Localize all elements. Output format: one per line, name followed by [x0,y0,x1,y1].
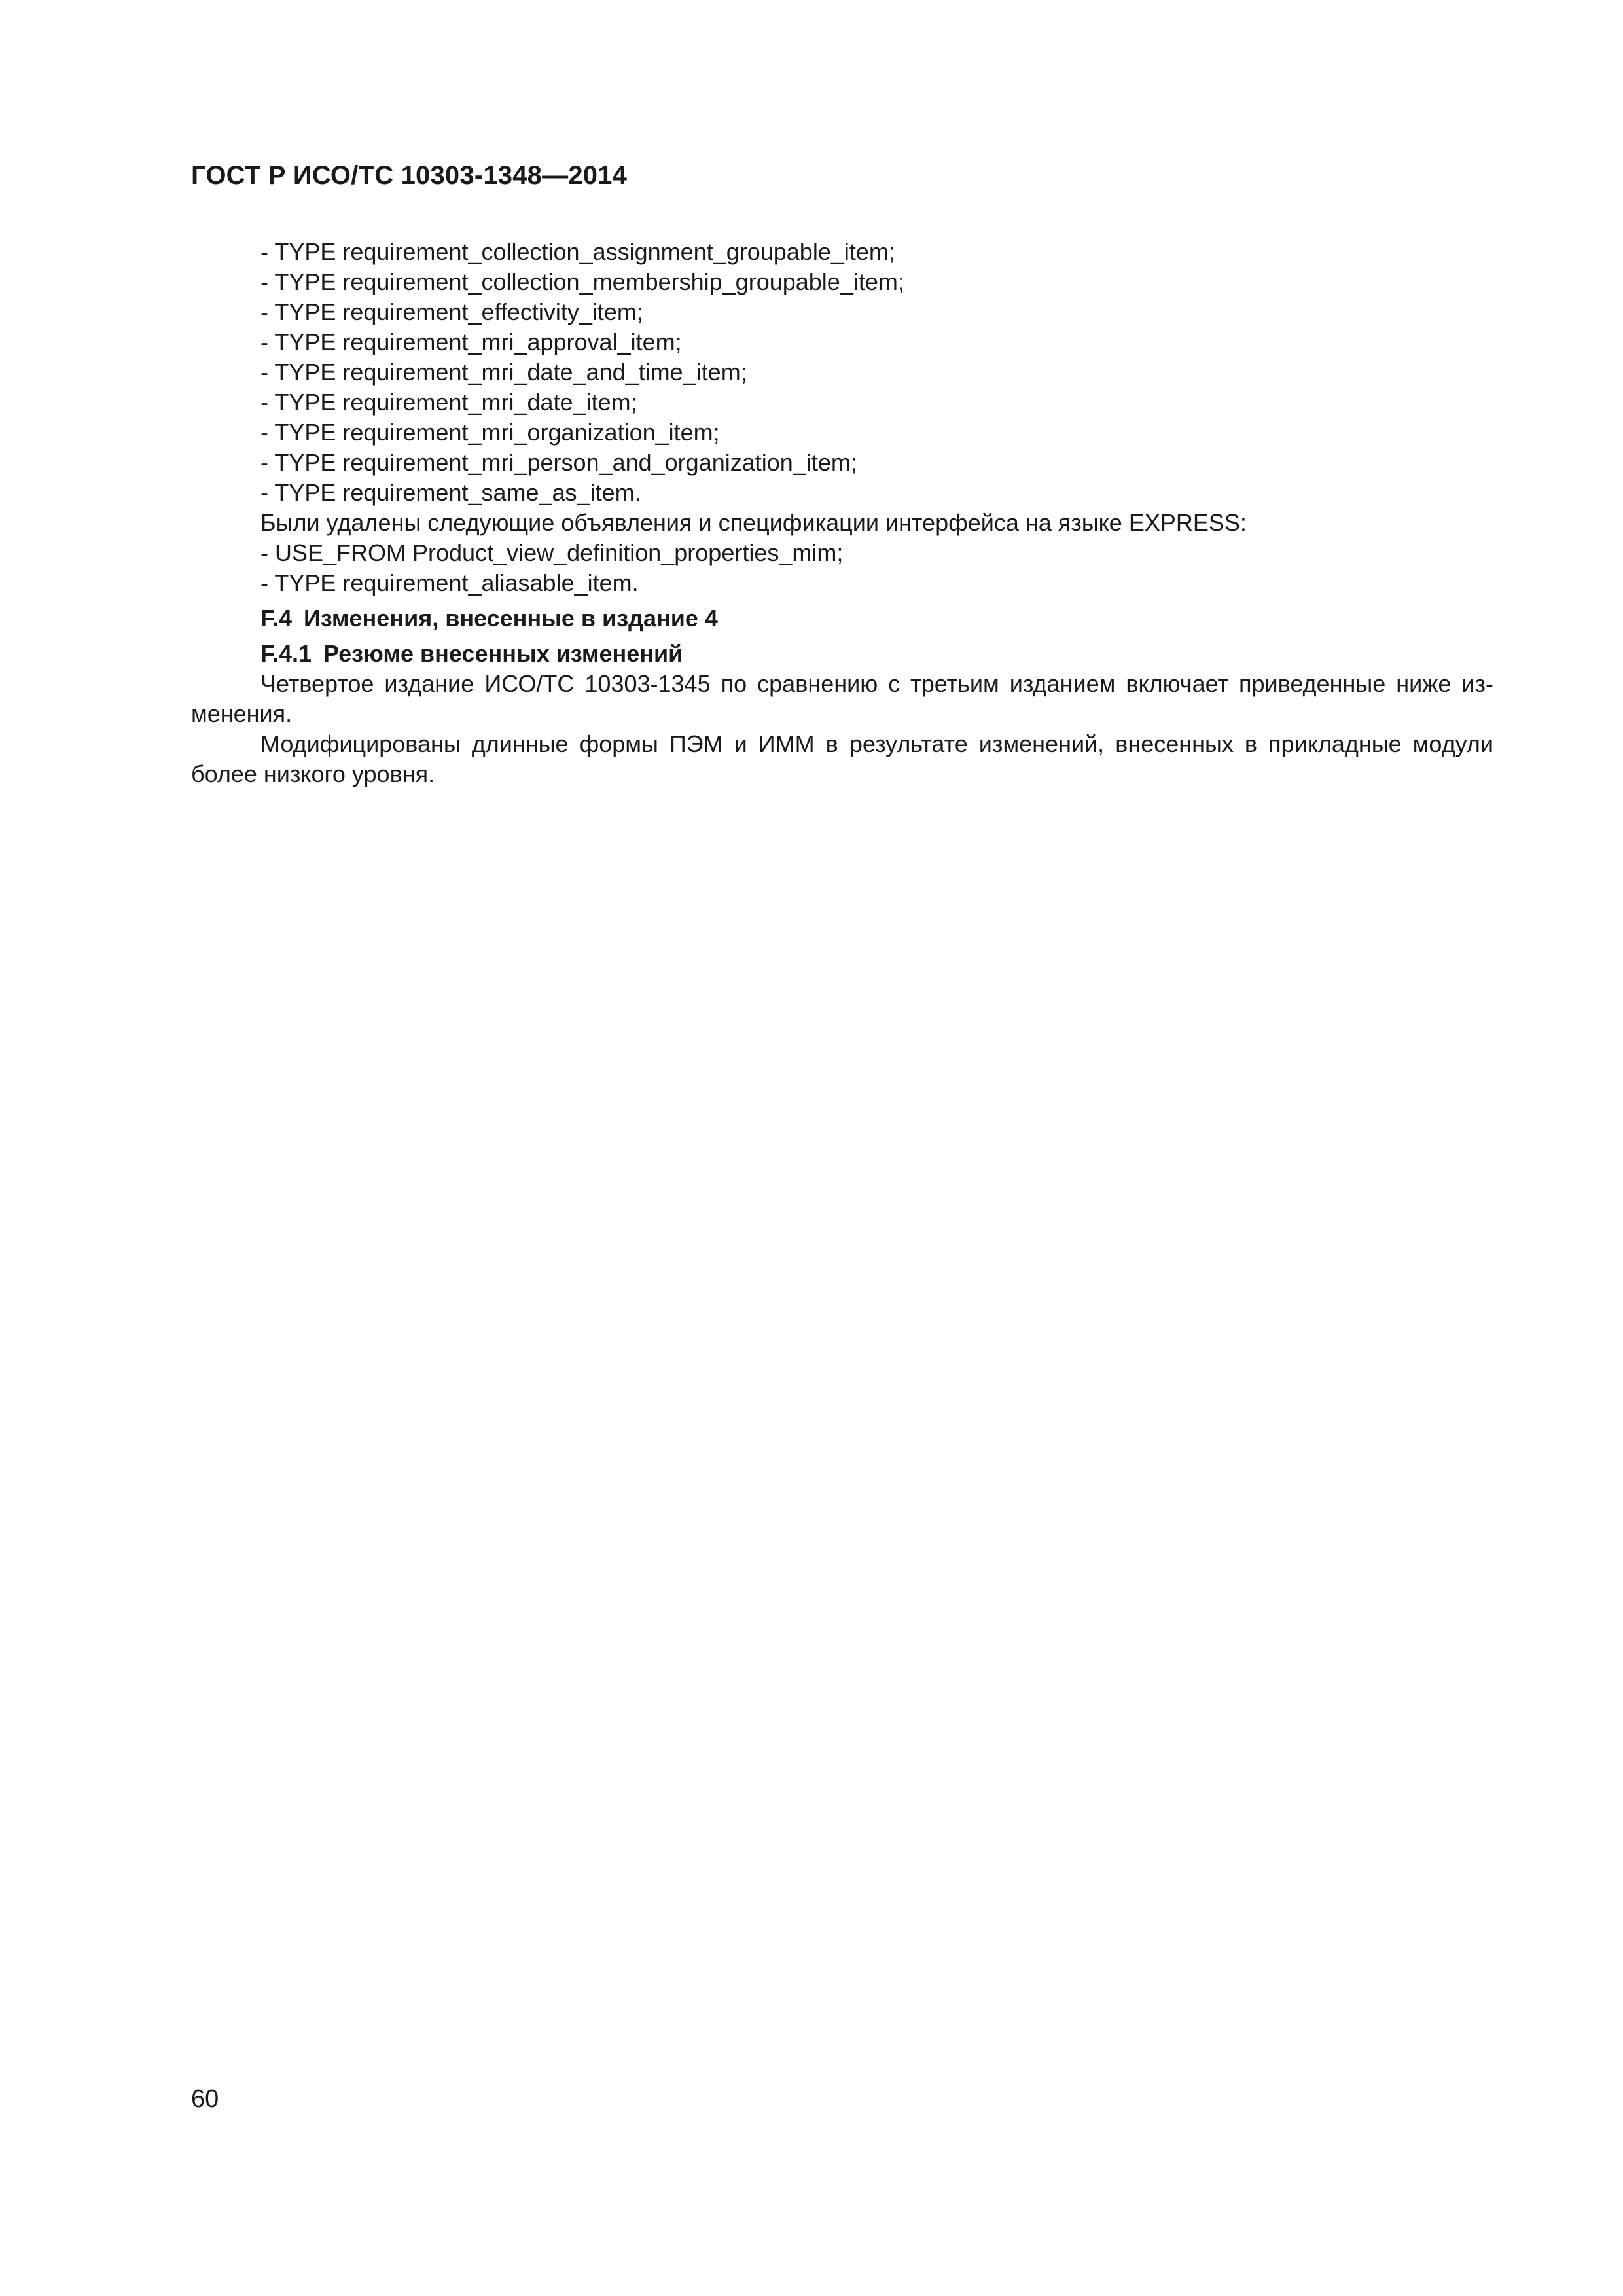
page-content [191,237,1493,789]
body-paragraph: Модифицированы длинные формы ПЭМ и ИММ в результате изменений, внесенных в прикладные модули более низкого уровня. [191,730,1493,787]
list-item: - TYPE requirement_same_as_item. [260,479,641,506]
list-item: - USE_FROM Product_view_definition_properties_mim; [260,539,844,566]
list-item: - TYPE requirement_effectivity_item; [260,298,643,325]
section-title: Изменения, внесенные в издание 4 [304,605,718,632]
section-heading-f41 [191,639,1493,669]
section-number: F.4 [260,605,293,632]
removed-intro-text: Были удалены следующие объявления и спецификации интерфейса на языке EXPRESS: [260,509,1247,536]
list-item: - TYPE requirement_mri_person_and_organization_item; [260,449,857,476]
section-title: Резюме внесенных изменений [323,640,683,667]
added-types-list [191,237,1493,508]
list-item: - TYPE requirement_mri_date_item; [260,389,637,416]
list-item: - TYPE requirement_collection_assignment_groupable_item; [260,238,895,265]
list-item: - TYPE requirement_mri_approval_item; [260,329,682,355]
section-number: F.4.1 [260,640,312,667]
body-paragraph: Четвертое издание ИСО/ТС 10303-1345 по сравнению с третьим изданием включает приведенные ниже изменения. [191,670,1493,727]
list-item: - TYPE requirement_aliasable_item. [260,569,639,596]
page-number: 60 [191,2085,219,2113]
list-item: - TYPE requirement_mri_date_and_time_item; [260,359,747,386]
document-header: ГОСТ Р ИСО/ТС 10303-1348—2014 [191,161,628,190]
list-item: - TYPE requirement_mri_organization_item; [260,419,720,446]
removed-types-list [191,538,1493,598]
section-heading-f4 [191,603,1493,634]
list-item: - TYPE requirement_collection_membership_groupable_item; [260,268,904,295]
